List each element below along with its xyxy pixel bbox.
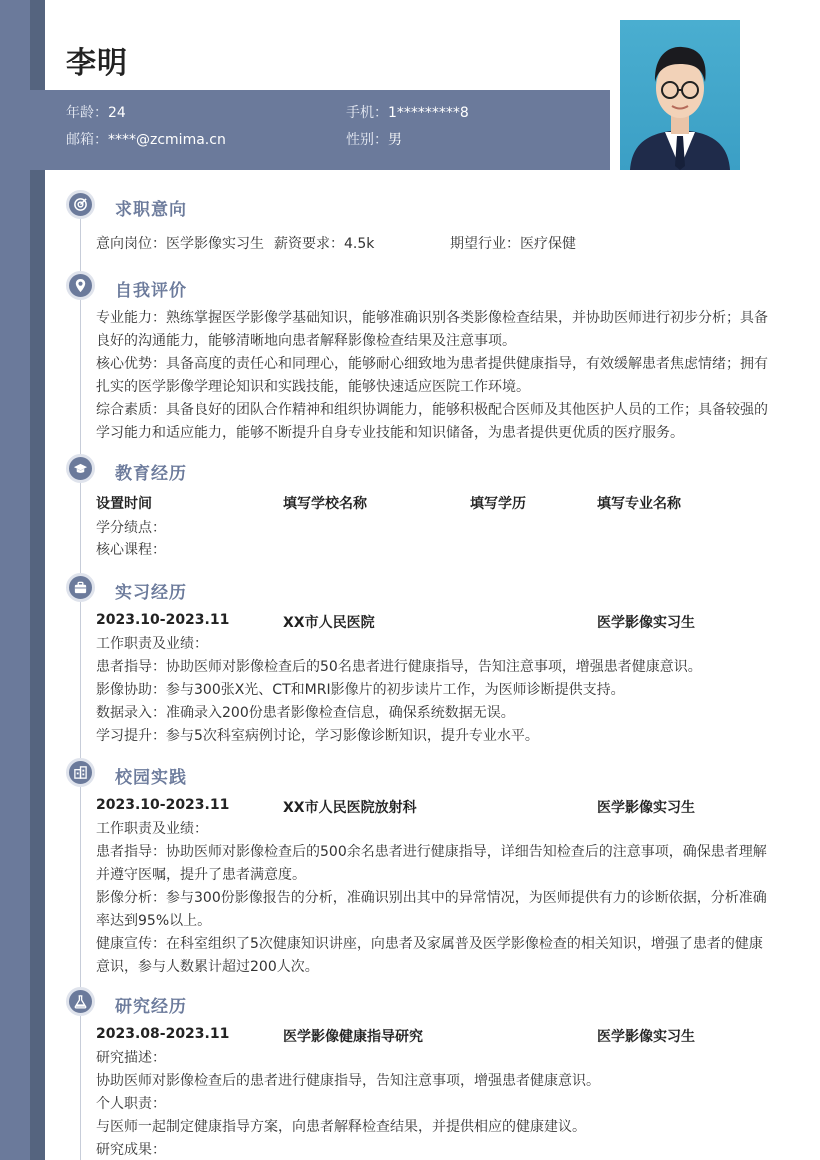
email-value: ****@zcmima.cn <box>108 132 226 148</box>
gender-value: 男 <box>388 132 402 148</box>
intent-position: 意向岗位：医学影像实习生 <box>96 236 264 252</box>
internship-role: 医学影像实习生 <box>597 615 695 631</box>
person-pin-icon <box>66 271 95 300</box>
intent-salary: 薪资要求：4.5k <box>274 236 375 252</box>
internship-details <box>96 633 768 748</box>
gender-field <box>346 129 402 149</box>
campus-org: XX市人民医院放射科 <box>283 800 417 816</box>
email-field <box>66 129 226 149</box>
education-degree: 填写学历 <box>470 496 526 512</box>
self-eval-professional: 专业能力：熟练掌握医学影像学基础知识，能够准确识别各类影像检查结果，并协助医师进行初步分析；具备良好的沟通能力，能够清晰地向患者解释影像检查结果及注意事项。 <box>96 310 768 349</box>
timeline-line <box>80 205 81 1160</box>
internship-line: 患者指导：协助医师对影像检查后的50名患者进行健康指导，告知注意事项，增强患者健康意识。 <box>96 659 702 675</box>
age-field <box>66 102 126 122</box>
research-details <box>96 1047 768 1160</box>
section-title-campus: 校园实践 <box>115 768 187 788</box>
campus-role: 医学影像实习生 <box>597 800 695 816</box>
profile-photo <box>620 20 740 170</box>
internship-line: 影像协助：参与300张X光、CT和MRI影像片的初步读片工作，为医师诊断提供支持。 <box>96 682 625 698</box>
left-decor-stripe-dark <box>30 0 45 1160</box>
campus-promotion: 健康宣传：在科室组织了5次健康知识讲座，向患者及家属普及医学影像检查的相关知识，增强了患者的健康意识，参与人数累计超过200人次。 <box>96 936 763 975</box>
section-title-self-eval: 自我评价 <box>115 281 187 301</box>
campus-details <box>96 818 768 979</box>
education-courses: 核心课程： <box>96 542 166 558</box>
research-line: 研究描述： <box>96 1050 166 1066</box>
building-icon <box>66 758 95 787</box>
self-eval-paragraph <box>96 307 768 445</box>
internship-line: 数据录入：准确录入200份患者影像检查信息，确保系统数据无误。 <box>96 705 515 721</box>
section-title-intent: 求职意向 <box>115 200 187 220</box>
age-label: 年龄： <box>66 105 108 121</box>
gender-label: 性别： <box>346 132 388 148</box>
research-line: 研究成果： <box>96 1142 166 1158</box>
research-date: 2023.08-2023.11 <box>96 1026 230 1042</box>
campus-analysis: 影像分析：参与300份影像报告的分析，准确识别出其中的异常情况，为医师提供有力的诊断依据，分析准确率达到95%以上。 <box>96 890 767 929</box>
graduation-cap-icon <box>66 454 95 483</box>
candidate-name: 李明 <box>66 46 128 81</box>
internship-org: XX市人民医院 <box>283 615 375 631</box>
self-eval-advantage: 核心优势：具备高度的责任心和同理心，能够耐心细致地为患者提供健康指导，有效缓解患者焦虑情绪；拥有扎实的医学影像学理论知识和实践技能，能够快速适应医院工作环境。 <box>96 356 768 395</box>
email-label: 邮箱： <box>66 132 108 148</box>
research-project: 医学影像健康指导研究 <box>283 1029 423 1045</box>
section-title-research: 研究经历 <box>115 997 187 1017</box>
phone-value: 1*********8 <box>388 105 469 121</box>
intent-industry: 期望行业：医疗保健 <box>450 236 576 252</box>
section-title-internship: 实习经历 <box>115 583 187 603</box>
research-line: 与医师一起制定健康指导方案，向患者解释检查结果，并提供相应的健康建议。 <box>96 1119 586 1135</box>
internship-date: 2023.10-2023.11 <box>96 612 230 628</box>
target-icon <box>66 190 95 219</box>
research-role: 医学影像实习生 <box>597 1029 695 1045</box>
self-eval-quality: 综合素质：具备良好的团队合作精神和组织协调能力，能够积极配合医师及其他医护人员的工作；具备较强的学习能力和适应能力，能够不断提升自身专业技能和知识储备，为患者提供更优质的医疗服务。 <box>96 402 768 441</box>
left-decor-stripe <box>0 0 30 1160</box>
avatar-illustration <box>620 20 740 170</box>
education-school: 填写学校名称 <box>283 496 367 512</box>
education-time: 设置时间 <box>96 496 152 512</box>
phone-field <box>346 102 469 122</box>
campus-date: 2023.10-2023.11 <box>96 797 230 813</box>
research-line: 协助医师对影像检查后的患者进行健康指导，告知注意事项，增强患者健康意识。 <box>96 1073 600 1089</box>
internship-line: 工作职责及业绩： <box>96 636 208 652</box>
campus-guidance: 患者指导：协助医师对影像检查后的500余名患者进行健康指导，详细告知检查后的注意事项，确保患者理解并遵守医嘱，提升了患者满意度。 <box>96 844 767 883</box>
internship-line: 学习提升：参与5次科室病例讨论，学习影像诊断知识，提升专业水平。 <box>96 728 539 744</box>
education-major: 填写专业名称 <box>597 496 681 512</box>
campus-intro: 工作职责及业绩： <box>96 821 208 837</box>
age-value: 24 <box>108 105 126 121</box>
section-title-education: 教育经历 <box>115 464 187 484</box>
research-line: 个人职责： <box>96 1096 166 1112</box>
education-gpa: 学分绩点： <box>96 520 166 536</box>
flask-icon <box>66 987 95 1016</box>
briefcase-icon <box>66 573 95 602</box>
phone-label: 手机： <box>346 105 388 121</box>
